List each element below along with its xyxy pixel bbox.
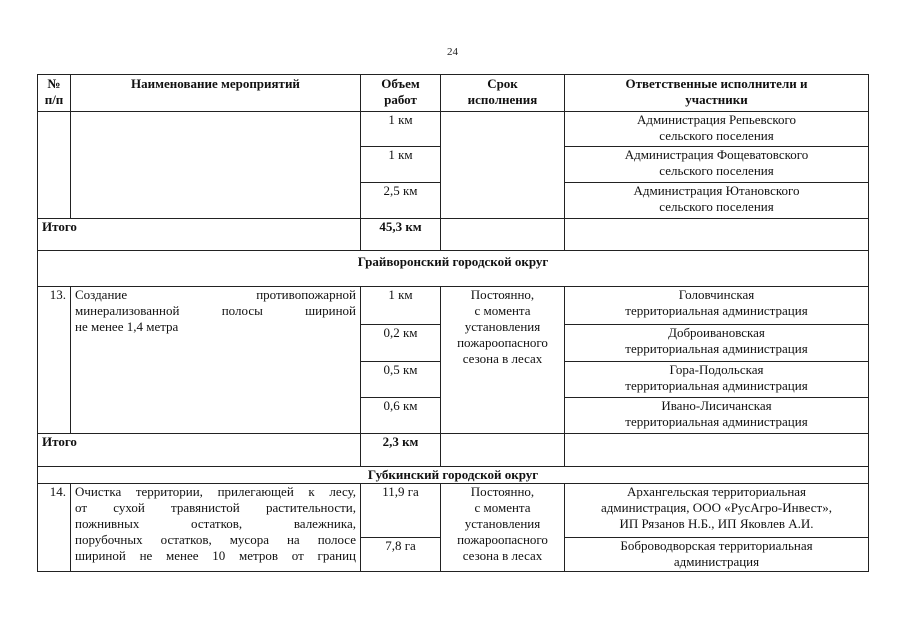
resp-cell: Архангельская территориальная администрация, ООО «РусАгро-Инвест», ИП Рязанов Н.Б., ИП Яковлев А.И.	[565, 484, 869, 538]
volume-cell: 1 км	[361, 287, 441, 325]
resp-cell: Администрация Репьевского сельского поселения	[565, 112, 869, 147]
total-term-empty	[441, 434, 565, 467]
page-number: 24	[447, 46, 458, 58]
table-row	[38, 484, 869, 538]
total-label: Итого	[38, 219, 361, 251]
resp-cell: Боброводворская территориальная администрация	[565, 538, 869, 572]
section-row	[38, 467, 869, 484]
total-row	[38, 219, 869, 251]
total-row	[38, 434, 869, 467]
volume-cell: 0,6 км	[361, 398, 441, 434]
header-name: Наименование мероприятий	[71, 75, 361, 112]
resp-cell: Администрация Ютановского сельского поселения	[565, 183, 869, 219]
item-number: 14.	[38, 484, 71, 572]
term-cell: Постоянно, с момента установления пожароопасного сезона в лесах	[441, 287, 565, 434]
term-cell-empty	[441, 112, 565, 219]
header-term: Срок исполнения	[441, 75, 565, 112]
header-volume: Объем работ	[361, 75, 441, 112]
resp-cell: Гора-Подольская территориальная администрация	[565, 362, 869, 398]
total-label: Итого	[38, 434, 361, 467]
total-value: 45,3 км	[361, 219, 441, 251]
resp-cell: Доброивановская территориальная администрация	[565, 325, 869, 362]
name-cell-empty	[71, 112, 361, 219]
volume-cell: 0,2 км	[361, 325, 441, 362]
volume-cell: 2,5 км	[361, 183, 441, 219]
table-row	[38, 287, 869, 325]
table-row	[38, 112, 869, 147]
resp-cell: Ивано-Лисичанская территориальная администрация	[565, 398, 869, 434]
volume-cell: 0,5 км	[361, 362, 441, 398]
section-title: Грайворонский городской округ	[38, 251, 869, 287]
section-title: Губкинский городской округ	[38, 467, 869, 484]
item-number: 13.	[38, 287, 71, 434]
header-resp: Ответственные исполнители и участники	[565, 75, 869, 112]
volume-cell: 1 км	[361, 112, 441, 147]
item-name: Очистка территории, прилегающей к лесу, от сухой травянистой растительности, пожнивных остатков, валежника, порубочных остатков, мусора на полосе шириной не менее 10 метров от границ	[71, 484, 361, 572]
item-name: Создание противопожарной минерализованной полосы шириной не менее 1,4 метра	[71, 287, 361, 434]
resp-cell: Головчинская территориальная администрация	[565, 287, 869, 325]
volume-cell: 1 км	[361, 147, 441, 183]
volume-cell: 11,9 га	[361, 484, 441, 538]
volume-cell: 7,8 га	[361, 538, 441, 572]
table-header-row	[38, 75, 869, 112]
total-resp-empty	[565, 219, 869, 251]
total-resp-empty	[565, 434, 869, 467]
resp-cell: Администрация Фощеватовского сельского поселения	[565, 147, 869, 183]
total-term-empty	[441, 219, 565, 251]
term-cell: Постоянно, с момента установления пожароопасного сезона в лесах	[441, 484, 565, 572]
section-row	[38, 251, 869, 287]
total-value: 2,3 км	[361, 434, 441, 467]
num-cell-empty	[38, 112, 71, 219]
measures-table	[37, 74, 869, 572]
header-num: № п/п	[38, 75, 71, 112]
